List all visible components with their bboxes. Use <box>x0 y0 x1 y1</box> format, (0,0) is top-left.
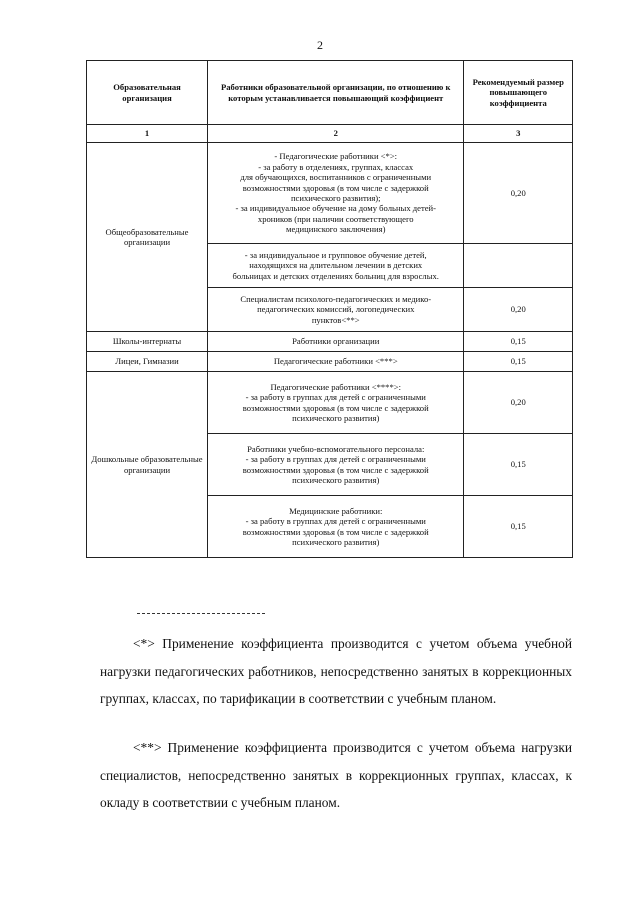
coefficient-value: 0,20 <box>464 372 573 434</box>
table-row <box>87 143 573 244</box>
cell-line: - за работу в отделениях, группах, классах <box>258 161 414 172</box>
column-number: 2 <box>208 125 464 143</box>
coefficient-value: 0,20 <box>464 288 573 332</box>
cell-line: - за индивидуальное и групповое обучение детей, <box>244 249 427 260</box>
employees-cell <box>208 143 464 244</box>
cell-line: медицинского заключения) <box>286 224 386 235</box>
cell-line: находящихся на длительном лечении в детских <box>249 260 423 271</box>
employees-cell <box>208 496 464 558</box>
footnote-1 <box>100 630 572 713</box>
cell-line: хроников (при наличии соответствующего <box>257 213 414 224</box>
header-employees: Работники образовательной организации, по отношению к которым устанавливается повышающий коэффициент <box>208 61 464 125</box>
cell-line: Работники учебно-вспомогательного персонала: <box>247 443 425 454</box>
footnote-text: <**> Применение коэффициента производится с учетом объема нагрузки специалистов, непосредственно занятых в коррекционных группах, классах, к окладу в соответствии с учебным планом. <box>100 740 572 810</box>
cell-line: Работники организации <box>292 336 380 347</box>
coefficient-value: 0,20 <box>464 143 573 244</box>
table-body <box>87 143 573 558</box>
table-header-row <box>87 61 573 125</box>
organization-cell: Общеобразовательные организации <box>87 143 208 332</box>
cell-line: - за индивидуальное обучение на дому больных детей- <box>235 203 436 214</box>
cell-line: больницах и детских отделениях больниц для взрослых. <box>232 270 439 281</box>
employees-cell <box>208 244 464 288</box>
page-number: 2 <box>317 38 323 52</box>
cell-line: - за работу в группах для детей с ограниченными <box>245 516 426 527</box>
cell-line: Педагогические работники <****>: <box>270 381 402 392</box>
column-number: 3 <box>464 125 573 143</box>
column-number: 1 <box>87 125 208 143</box>
employees-cell <box>208 434 464 496</box>
cell-line: Специалистам психолого-педагогических и медико- <box>240 293 432 304</box>
coefficient-value: 0,15 <box>464 496 573 558</box>
footnote-text: <*> Применение коэффициента производится с учетом объема учебной нагрузки педагогических работников, непосредственно занятых в коррекционных группах, классах, по тарификации в соответствии с учебным планом. <box>100 636 572 706</box>
column-number-row <box>87 125 573 143</box>
cell-line: Медицинские работники: <box>289 505 383 516</box>
cell-line: возможностями здоровья (в том числе с задержкой <box>242 526 429 537</box>
coefficient-table <box>86 60 573 558</box>
cell-line: Педагогические работники <***> <box>273 356 398 367</box>
employees-cell <box>208 352 464 372</box>
coefficient-value <box>464 244 573 288</box>
cell-line: - за работу в группах для детей с ограниченными <box>245 392 426 403</box>
coefficient-value: 0,15 <box>464 434 573 496</box>
footnote-separator <box>137 613 265 614</box>
employees-cell <box>208 372 464 434</box>
header-coefficient: Рекомендуемый размер повышающего коэффициента <box>464 61 573 125</box>
coefficient-value: 0,15 <box>464 332 573 352</box>
cell-line: педагогических комиссий, логопедических <box>257 304 415 315</box>
cell-line: возможностями здоровья (в том числе с задержкой <box>242 402 429 413</box>
cell-line: возможностями здоровья (в том числе с задержкой <box>242 182 429 193</box>
table-row <box>87 352 573 372</box>
cell-line: психического развития) <box>292 536 380 547</box>
table-row <box>87 372 573 434</box>
table-row <box>87 332 573 352</box>
footnote-2 <box>100 734 572 817</box>
cell-line: психического развития); <box>290 193 381 203</box>
coefficient-value: 0,15 <box>464 352 573 372</box>
cell-line: психического развития) <box>292 412 380 423</box>
header-organization: Образовательная организация <box>87 61 208 125</box>
organization-cell: Дошкольные образовательные организации <box>87 372 208 558</box>
organization-cell: Школы-интернаты <box>87 332 208 352</box>
employees-cell <box>208 288 464 332</box>
cell-line: пунктов<**> <box>311 314 360 325</box>
cell-line: психического развития) <box>292 474 380 485</box>
cell-line: возможностями здоровья (в том числе с задержкой <box>242 464 429 475</box>
cell-line: - Педагогические работники <*>: <box>274 151 398 162</box>
cell-line: - за работу в группах для детей с ограниченными <box>245 454 426 465</box>
organization-cell: Лицеи, Гимназии <box>87 352 208 372</box>
cell-line: для обучающихся, воспитанников с ограниченными <box>240 172 432 183</box>
employees-cell <box>208 332 464 352</box>
